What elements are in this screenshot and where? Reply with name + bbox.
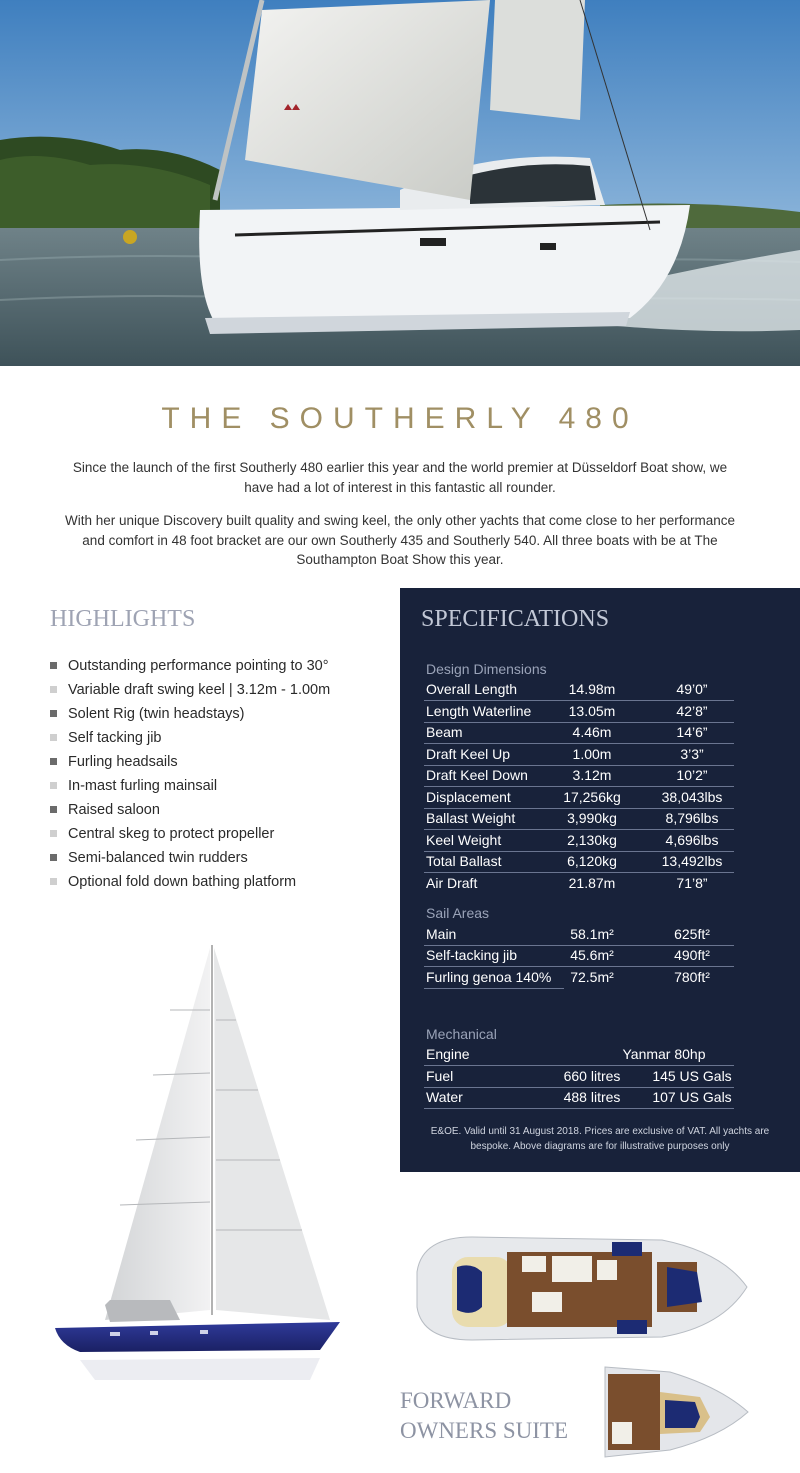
table-row: Length Waterline 13.05m 42’8”: [424, 701, 734, 723]
table-row: Overall Length 14.98m 49’0”: [424, 679, 734, 701]
list-item: Raised saloon: [50, 798, 330, 822]
hero-photo: [0, 0, 800, 366]
table-row: Engine Yanmar 80hp: [424, 1044, 734, 1066]
list-item: Furling headsails: [50, 750, 330, 774]
table-row: Water 488 litres 107 US Gals: [424, 1087, 734, 1109]
disclaimer: E&OE. Valid until 31 August 2018. Prices are exclusive of VAT. All yachts are bespoke. Above diagrams are for illustrative purposes only: [430, 1126, 770, 1152]
bullet-icon: [50, 758, 57, 765]
table-row: Air Draft 21.87m 71’8”: [426, 875, 708, 891]
highlights-list: [50, 654, 330, 894]
list-item: Central skeg to protect propeller: [50, 822, 330, 846]
bullet-icon: [50, 662, 57, 669]
bullet-icon: [50, 686, 57, 693]
sail-areas-heading: Sail Areas: [426, 905, 490, 921]
forward-owners-suite-plan: [600, 1362, 750, 1462]
table-row: Self-tacking jib 45.6m² 490ft²: [424, 945, 734, 967]
list-item: Optional fold down bathing platform: [50, 870, 330, 894]
table-row: Draft Keel Down 3.12m 10’2”: [424, 765, 734, 787]
forward-owners-suite-label: FORWARD OWNERS SUITE: [400, 1388, 569, 1443]
table-row: Total Ballast 6,120kg 13,492lbs: [424, 851, 734, 873]
deck-layout-plan: [412, 1232, 752, 1347]
bullet-icon: [50, 878, 57, 885]
mechanical-heading: Mechanical: [426, 1026, 497, 1042]
list-item: In-mast furling mainsail: [50, 774, 330, 798]
list-item: Self tacking jib: [50, 726, 330, 750]
table-row: Ballast Weight 3,990kg 8,796lbs: [424, 808, 734, 830]
table-row: Furling genoa 140% 72.5m² 780ft²: [424, 967, 564, 989]
bullet-icon: [50, 854, 57, 861]
table-row: Fuel 660 litres 145 US Gals: [424, 1066, 734, 1088]
bullet-icon: [50, 734, 57, 741]
bullet-icon: [50, 830, 57, 837]
table-row: Displacement 17,256kg 38,043lbs: [424, 787, 734, 809]
page-title: THE SOUTHERLY 480: [161, 402, 639, 435]
specifications-heading: SPECIFICATIONS: [421, 606, 610, 632]
list-item: Outstanding performance pointing to 30°: [50, 654, 330, 678]
intro-paragraph-1: Since the launch of the first Southerly 480 earlier this year and the world premier at Düsseldorf Boat show, we have had a lot of interest in this fantastic all rounder.: [72, 460, 728, 495]
highlights-heading: HIGHLIGHTS: [50, 606, 196, 632]
bullet-icon: [50, 806, 57, 813]
list-item: Solent Rig (twin headstays): [50, 702, 330, 726]
table-row: Keel Weight 2,130kg 4,696lbs: [424, 830, 734, 852]
table-row: Draft Keel Up 1.00m 3’3”: [424, 744, 734, 766]
bullet-icon: [50, 782, 57, 789]
sail-plan-illustration: [50, 940, 350, 1380]
table-row: Beam 4.46m 14’6”: [424, 722, 734, 744]
list-item: Variable draft swing keel | 3.12m - 1.00m: [50, 678, 330, 702]
design-dimensions-heading: Design Dimensions: [426, 661, 547, 677]
list-item: Semi-balanced twin rudders: [50, 846, 330, 870]
bullet-icon: [50, 710, 57, 717]
specifications-panel: [400, 588, 800, 1172]
table-row: Main 58.1m² 625ft²: [424, 924, 734, 946]
intro-paragraph-2: With her unique Discovery built quality and swing keel, the only other yachts that come close to her performance and comfort in 48 foot bracket are our own Southerly 435 and Southerly 540. All three boats with be at The Southampton Boat Show this year.: [64, 513, 736, 567]
